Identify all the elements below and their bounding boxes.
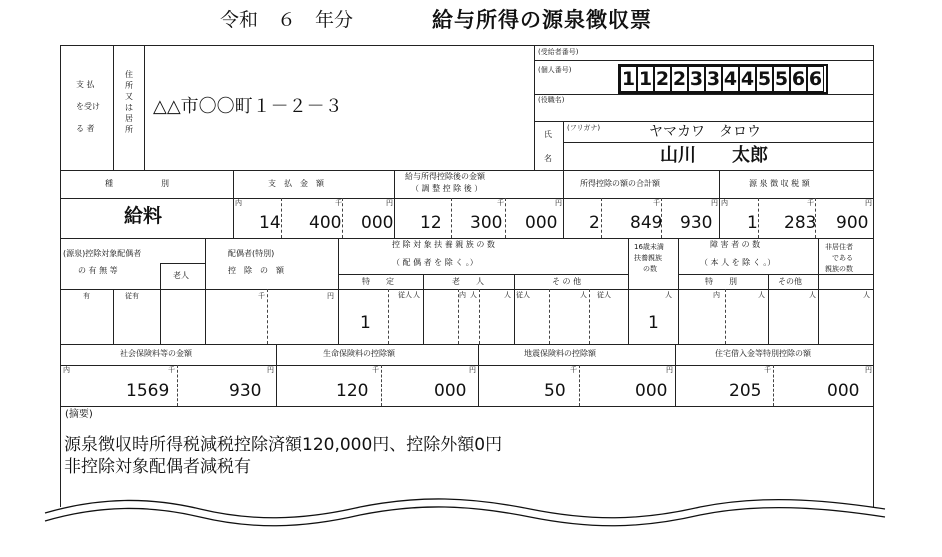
unit-thousand: 千 [168, 366, 175, 374]
earthquake-insurance-label: 地震保険料の控除額 [524, 349, 596, 358]
withholding-yen: 900 [836, 213, 869, 233]
payee-label-1: 支 払 [76, 80, 95, 89]
unit-yen: 円 [267, 366, 274, 374]
after-deduction-yen: 000 [525, 213, 558, 233]
social-insurance-thousand: 1569 [126, 381, 170, 401]
after-deduction-man: 12 [420, 213, 442, 233]
payment-yen: 000 [361, 213, 394, 233]
unit-thousand: 千 [653, 199, 660, 207]
my-number-digit: 3 [689, 68, 704, 90]
payee-label-3: る 者 [76, 124, 95, 133]
life-insurance-yen: 000 [434, 381, 467, 401]
unit-yen: 円 [865, 199, 872, 207]
remarks-line-2: 非控除対象配偶者減税有 [64, 457, 251, 477]
recipient-no-label: (受給者番号) [538, 48, 579, 56]
address-label: 住 所 又 は 居 所 [125, 70, 133, 134]
my-number-digit: 4 [723, 68, 738, 90]
unit-person: 人 [863, 291, 870, 299]
inner-mark: 内 [235, 199, 242, 207]
elderly-label: 老人 [173, 271, 189, 280]
disabled-label-2: （ 本 人 を 除 く 。） [700, 258, 776, 267]
unit-person: 人 [470, 291, 477, 299]
specific-label: 特 定 [362, 277, 394, 286]
spouse-special-label: 配偶者(特別) [228, 249, 275, 258]
payment-thousand: 400 [309, 213, 342, 233]
payment-man: 14 [259, 213, 281, 233]
payment-header: 支 払 金 額 [268, 179, 324, 188]
page-title: 給与所得の源泉徴収票 [432, 8, 652, 32]
unit-thousand: 千 [497, 199, 504, 207]
inner-mark: 内 [459, 291, 466, 299]
under16-count: 1 [648, 313, 659, 333]
spouse-label-2: の 有 無 等 [78, 266, 118, 275]
furigana-label: (フリガナ) [567, 124, 601, 132]
dependents-count-label: 控 除 対 象 扶 養 親 族 の 数 [392, 240, 495, 249]
unit-person: 人 [504, 291, 511, 299]
name-label-2: 名 [544, 154, 552, 163]
withholding-slip-form [60, 45, 873, 507]
my-number-digit: 6 [808, 68, 823, 90]
under16-label-1: 16歳未満 [634, 243, 664, 251]
life-insurance-thousand: 120 [336, 381, 369, 401]
deduction-total-header: 所得控除の額の合計額 [580, 179, 660, 188]
type-value: 給料 [124, 205, 163, 227]
earthquake-insurance-yen: 000 [635, 381, 668, 401]
social-insurance-label: 社会保険料等の金額 [120, 349, 192, 358]
unit-yen: 円 [469, 366, 476, 374]
after-deduction-header: 給与所得控除後の金額 [405, 172, 485, 181]
unit-person: 人 [580, 291, 587, 299]
unit-yen: 円 [711, 199, 718, 207]
unit-person: 人 [809, 291, 816, 299]
unit-thousand: 千 [372, 366, 379, 374]
disabled-other-label: その他 [778, 277, 802, 286]
unit-yen: 円 [865, 366, 872, 374]
housing-loan-thousand: 205 [729, 381, 762, 401]
inner-mark: 内 [63, 366, 70, 374]
position-label: (役職名) [538, 96, 565, 104]
nonresident-label-3: 親族の数 [825, 265, 853, 273]
spouse-special-label-2: 控 除 の 額 [228, 266, 284, 275]
name-label-1: 氏 [544, 130, 552, 139]
withholding-thousand: 283 [784, 213, 817, 233]
unit-yen: 円 [555, 199, 562, 207]
my-number-label: (個人番号) [538, 66, 572, 74]
unit-thousand: 千 [258, 292, 265, 300]
my-number-digit: 5 [757, 68, 772, 90]
unit-person: 人 [758, 291, 765, 299]
unit-yen: 円 [327, 292, 334, 300]
life-insurance-label: 生命保険料の控除額 [323, 349, 395, 358]
earthquake-insurance-thousand: 50 [544, 381, 566, 401]
name-value: 山川 太郎 [660, 145, 768, 166]
unit-thousand: 千 [807, 199, 814, 207]
torn-edge-wave [40, 495, 890, 535]
type-header: 種 別 [105, 179, 169, 188]
my-number-digit: 5 [774, 68, 789, 90]
unit-sub-person: 従人 [516, 291, 530, 299]
my-number-digit: 3 [706, 68, 721, 90]
dependents-count-label-2: （ 配 偶 者 を 除 く 。） [392, 258, 478, 267]
my-number-digit: 6 [791, 68, 806, 90]
remarks-line-1: 源泉徴収時所得税減税控除済額120,000円、控除外額0円 [64, 435, 503, 455]
after-deduction-thousand: 300 [470, 213, 503, 233]
withholding-header: 源 泉 徴 収 税 額 [749, 179, 810, 188]
deduction-total-thousand: 849 [630, 213, 663, 233]
unit-yen: 円 [386, 199, 393, 207]
under16-label-2: 扶養親族 [634, 254, 662, 262]
remarks-label: (摘要) [65, 409, 93, 420]
unit-thousand: 千 [764, 366, 771, 374]
unit-sub-person: 従人 [597, 291, 611, 299]
unit-thousand: 千 [335, 199, 342, 207]
withholding-man: 1 [747, 213, 758, 233]
my-number-digit: 4 [740, 68, 755, 90]
inner-mark: 内 [713, 291, 720, 299]
payee-label-2: を受け [76, 102, 100, 111]
spouse-label: (源泉)控除対象配偶者 [63, 249, 142, 258]
housing-loan-label: 住宅借入金等特別控除の額 [715, 349, 811, 358]
has-label: 有 [83, 292, 90, 300]
deduction-total-man: 2 [589, 213, 600, 233]
housing-loan-yen: 000 [827, 381, 860, 401]
my-number-digit: 1 [638, 68, 653, 90]
specific-count: 1 [360, 313, 371, 333]
furigana-value: ヤマカワ タロウ [649, 124, 761, 140]
disabled-special-label: 特 別 [705, 277, 737, 286]
my-number-digit: 2 [655, 68, 670, 90]
unit-person: 人 [665, 291, 672, 299]
old-label: 老 人 [452, 277, 484, 286]
inner-mark: 内 [721, 199, 728, 207]
my-number-digit: 2 [672, 68, 687, 90]
nonresident-label-2: である [832, 254, 853, 262]
deduction-total-yen: 930 [680, 213, 713, 233]
social-insurance-yen: 930 [229, 381, 262, 401]
address-value: △△市〇〇町１－２－３ [153, 96, 343, 117]
subordinate-has-label: 従有 [125, 292, 139, 300]
other-label: そ の 他 [552, 277, 582, 286]
unit-thousand: 千 [570, 366, 577, 374]
unit-yen: 円 [666, 366, 673, 374]
under16-label-3: の数 [643, 265, 657, 273]
my-number-digit: 1 [621, 68, 636, 90]
unit-sub-person: 従人 [398, 291, 412, 299]
disabled-label: 障 害 者 の 数 [710, 240, 761, 249]
unit-person: 人 [413, 291, 420, 299]
nonresident-label-1: 非居住者 [825, 243, 853, 251]
after-deduction-header-2: （ 調 整 控 除 後 ） [411, 184, 483, 193]
my-number-frame [618, 64, 828, 94]
year-label: 令和 ６ 年分 [220, 9, 354, 31]
